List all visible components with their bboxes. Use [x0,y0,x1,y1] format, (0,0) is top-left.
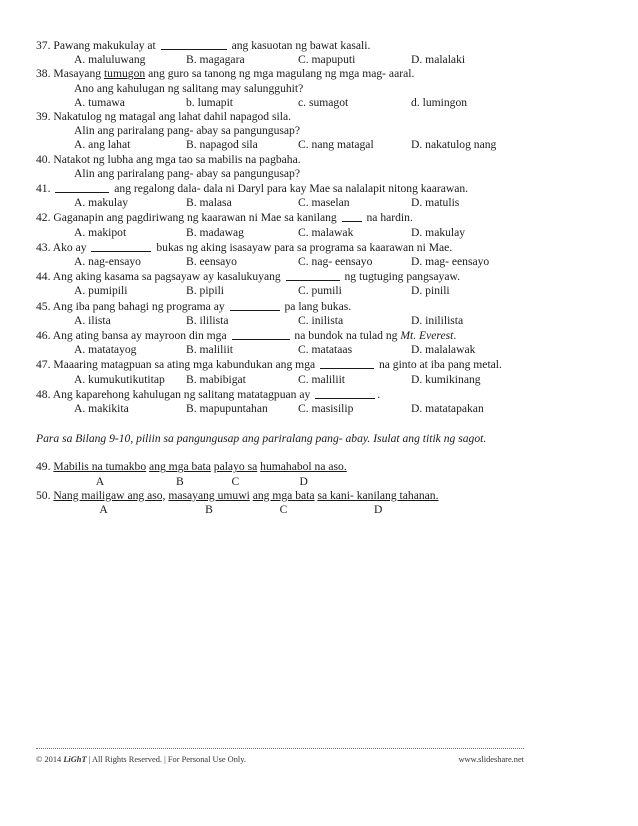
phrase-letter: B [205,502,213,516]
question-text: 41. ang regalong dala- dala ni Daryl para kay Mae sa nalalapit nitong kaarawan. [36,182,469,196]
answer-option: C. malawak [298,225,354,239]
phrase-letter: C [231,474,240,488]
answer-blank [232,328,290,340]
instruction-text: Para sa Bilang 9-10, piliin sa pangungusap ang pariralang pang- abay. Isulat ang titik ng sagot. [36,432,487,446]
answer-blank [230,299,280,311]
question-text: 45. Ang iba pang bahagi ng programa ay pa lang bukas. [36,299,352,313]
answer-option: d. lumingon [411,95,468,109]
answer-options [36,255,616,269]
answer-blank [320,357,374,369]
question-text: 47. Maaaring matagpuan sa ating mga kabundukan ang mga na ginto at iba pang metal. [36,358,502,372]
underlined-phrase: ang mga bata [252,488,315,502]
answer-option: C. inilista [298,313,344,327]
answer-option: D. mag- eensayo [411,255,490,269]
question-text: 50. Nang mailigaw ang aso, masayang umuwi ang mga bata sa kani- kanilang tahanan. [36,488,439,502]
answer-option: A. makulay [74,196,129,210]
question-text: 42. Gaganapin ang pagdiriwang ng kaarawan ni Mae sa kanilang na hardin. [36,211,413,225]
answer-option: B. malasa [186,196,232,210]
phrase-letters [36,503,616,517]
answer-option: B. napagod sila [186,138,258,152]
phrase-letter: A [99,502,108,516]
answer-option: B. mapupuntahan [186,402,268,416]
answer-option: D. matulis [411,196,460,210]
answer-options [36,53,616,67]
answer-options [36,314,616,328]
answer-option: B. pipili [186,284,225,298]
answer-option: B. madawag [186,225,244,239]
answer-option: D. malalaki [411,53,466,67]
footer-divider [36,748,524,749]
question-subprompt: Alin ang pariralang pang- abay sa pangungusap? [74,124,300,138]
question-44 [36,269,616,298]
answer-option: c. sumagot [298,95,349,109]
answer-option: A. nag-ensayo [74,255,141,269]
question-text: 38. Masayang tumugon ang guro sa tanong ng mga magulang ng mga mag- aaral. [36,67,415,81]
footer-copyright: © 2014 LiGhT | All Rights Reserved. | For Personal Use Only. [36,755,246,764]
question-text: 40. Natakot ng lubha ang mga tao sa mabilis na pagbaha. [36,152,301,166]
underlined-phrase: masayang umuwi [168,488,250,502]
answer-option: D. inililista [411,313,464,327]
question-text: 37. Pawang makukulay at ang kasuotan ng bawat kasali. [36,39,371,52]
answer-option: A. makikita [74,402,129,416]
answer-option: A. matatayog [74,343,137,357]
answer-options [36,373,616,387]
underlined-phrase: ang mga bata [149,460,211,474]
answer-option: B. maliliit [186,343,234,357]
answer-blank [91,240,151,252]
answer-blank [161,38,227,50]
answer-option: D. kumikinang [411,372,481,386]
question-text: 39. Nakatulog ng matagal ang lahat dahil napagod sila. [36,110,291,124]
answer-option: D. nakatulog nang [411,138,497,152]
answer-options [36,96,616,110]
answer-option: D. malalawak [411,343,476,357]
question-text: 44. Ang aking kasama sa pagsayaw ay kasalukuyang ng tugtuging pangsayaw. [36,270,460,284]
answer-option: D. pinili [411,284,450,298]
worksheet-content [36,38,616,517]
question-text: 46. Ang ating bansa ay mayroon din mga na bundok na tulad ng Mt. Everest. [36,329,457,343]
question-47 [36,357,616,386]
question-45 [36,299,616,328]
answer-option: A. kumukutikutitap [74,372,165,386]
answer-options [36,284,616,298]
answer-option: B. ililista [186,313,229,327]
answer-options [36,138,616,152]
answer-options [36,196,616,210]
question-text: 48. Ang kaparehong kahulugan ng salitang matatagpuan ay . [36,387,381,401]
question-list [36,38,616,416]
underlined-phrase: Mabilis na tumakbo [53,460,147,474]
question-38 [36,67,616,110]
answer-option: A. makipot [74,225,127,239]
underlined-phrase: humahabol na aso. [260,460,347,474]
answer-options [36,402,616,416]
question-text: 49. Mabilis na tumakbo ang mga bata palayo sa humahabol na aso. [36,460,347,474]
answer-option: C. masisilip [298,402,354,416]
question-subprompt: Ano ang kahulugan ng salitang may salungguhit? [74,81,304,95]
question-42 [36,210,616,239]
question-39 [36,110,616,153]
underlined-phrase: palayo sa [213,460,258,474]
answer-option: A. tumawa [74,95,125,109]
answer-option: C. maselan [298,196,350,210]
answer-blank [55,181,109,193]
question-50 [36,489,616,517]
answer-option: B. eensayo [186,255,237,269]
question-46 [36,328,616,357]
footer-site: www.slideshare.net [458,755,524,764]
question-40 [36,153,616,181]
phrase-letter: D [299,474,308,488]
question-37 [36,38,616,67]
footer [36,755,524,764]
answer-option: A. pumipili [74,284,128,298]
answer-option: B. magagara [186,53,245,67]
phrase-letter: B [175,474,184,488]
question-48 [36,387,616,416]
underlined-word: tumugon [103,67,146,81]
answer-options [36,226,616,240]
underlined-phrase: sa kani- kanilang tahanan. [317,488,439,502]
question-text: 43. Ako ay bukas ng aking isasayaw para sa programa sa kaarawan ni Mae. [36,240,453,254]
answer-option: D. matatapakan [411,402,484,416]
answer-option: B. mabibigat [186,372,246,386]
answer-options [36,343,616,357]
answer-option: C. nang matagal [298,138,374,152]
phrase-letters [36,475,616,489]
question-49 [36,460,616,488]
question-43 [36,240,616,269]
underlined-phrase: Nang mailigaw ang aso, [53,488,166,502]
answer-blank [342,210,362,222]
answer-option: D. makulay [411,225,466,239]
answer-option: A. ang lahat [74,138,131,152]
answer-option: C. pumili [298,284,342,298]
answer-option: A. maluluwang [74,53,146,67]
answer-option: A. ilista [74,313,111,327]
answer-option: C. mapuputi [298,53,356,67]
answer-option: C. matataas [298,343,353,357]
phrase-letter: D [373,502,383,516]
answer-blank [315,387,375,399]
phrase-letter: A [95,474,105,488]
answer-option: C. maliliit [298,372,346,386]
question-41 [36,181,616,210]
answer-blank [286,269,340,281]
question-subprompt: Alin ang pariralang pang- abay sa pangungusap? [74,166,300,180]
answer-option: b. lumapit [186,95,234,109]
answer-option: C. nag- eensayo [298,255,373,269]
phrase-letter: C [279,502,288,516]
